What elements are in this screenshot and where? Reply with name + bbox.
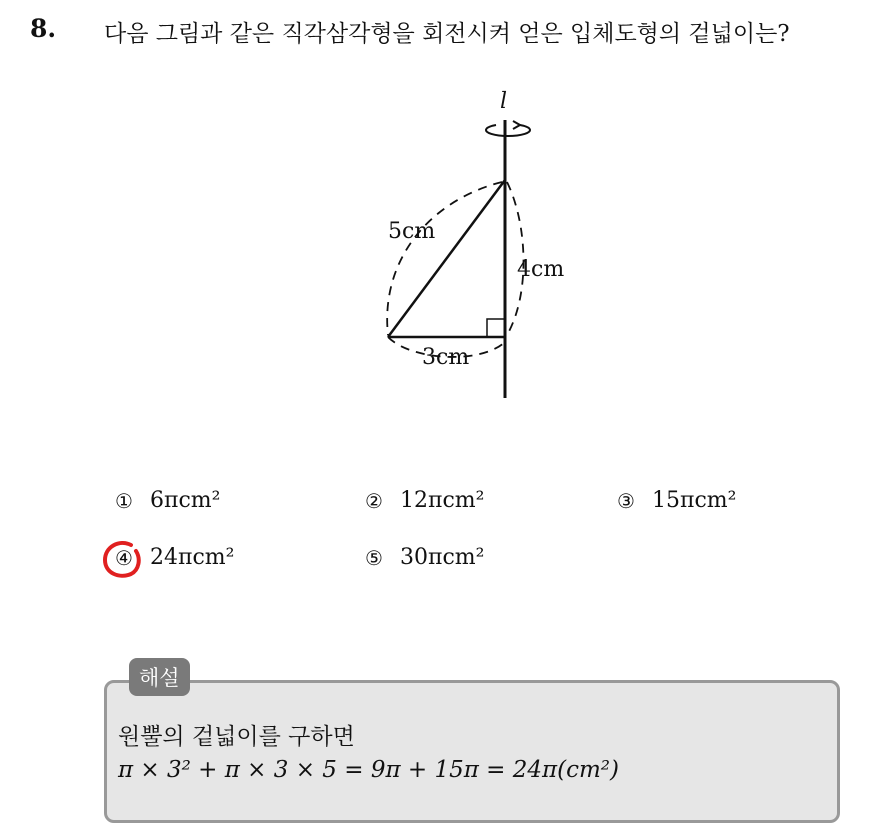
triangle-rotation-figure — [370, 80, 590, 410]
answer-circle-icon — [101, 539, 143, 581]
choice-mark: ③ — [617, 488, 635, 513]
right-angle-mark — [487, 319, 505, 337]
explanation-tag: 해설 — [129, 658, 190, 696]
choice-mark: ⑤ — [365, 545, 383, 570]
choice-value: 30πcm² — [400, 545, 485, 570]
explanation-box — [104, 680, 840, 823]
hypotenuse — [388, 180, 505, 337]
choice-value: 24πcm² — [150, 545, 235, 570]
choice-value: 6πcm² — [150, 488, 221, 513]
choice-3[interactable] — [614, 488, 736, 513]
axis-label: l — [500, 89, 508, 114]
explanation-line-2: π × 3² + π × 3 × 5 = 9π + 15π = 24π(cm²) — [118, 757, 619, 783]
dashed-arc-left — [387, 182, 502, 335]
choice-1[interactable] — [112, 488, 220, 513]
choice-value: 15πcm² — [652, 488, 737, 513]
choice-mark: ④ — [115, 545, 133, 570]
height-label: 4cm — [517, 257, 565, 282]
rotation-arrow-icon — [486, 125, 530, 136]
choice-2[interactable] — [362, 488, 484, 513]
question-number: 8. — [30, 14, 57, 43]
choice-mark: ① — [115, 488, 133, 513]
choice-mark: ② — [365, 488, 383, 513]
explanation-line-1: 원뿔의 겉넓이를 구하면 — [118, 724, 355, 750]
choice-5[interactable] — [362, 545, 484, 570]
base-label: 3cm — [422, 345, 470, 370]
hypotenuse-label: 5cm — [388, 219, 436, 244]
question-text: 다음 그림과 같은 직각삼각형을 회전시켜 얻은 입체도형의 겉넓이는? — [104, 21, 790, 47]
choice-value: 12πcm² — [400, 488, 485, 513]
